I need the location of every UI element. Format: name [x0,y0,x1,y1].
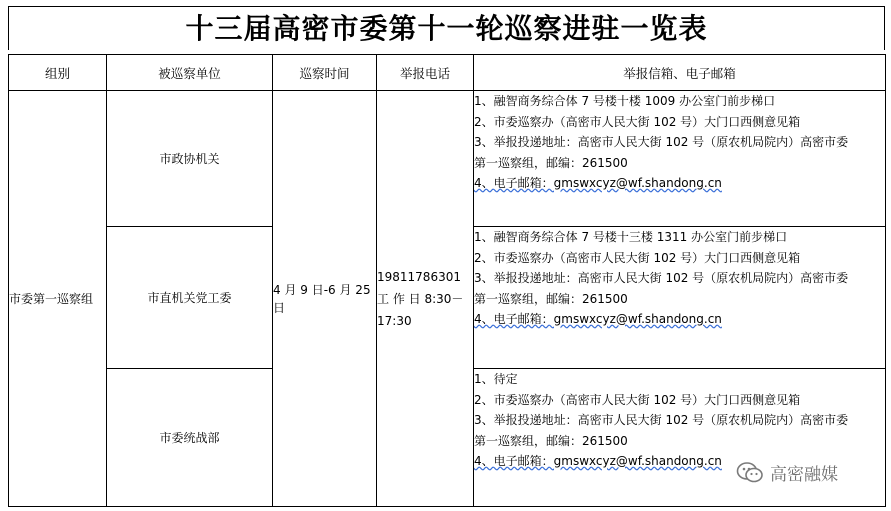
unit-cell: 市政协机关 [107,91,273,227]
mailbox-cell [474,91,886,227]
info-line: 2、市委巡察办（高密市人民大街 102 号）大门口西侧意见箱 [474,392,801,407]
mailbox-cell [474,227,886,369]
unit-cell: 市直机关党工委 [107,227,273,369]
info-line: 第一巡察组，邮编：261500 [474,291,628,306]
phone-cell [377,91,474,507]
table-row [9,91,886,227]
info-line: 2、市委巡察办（高密市人民大街 102 号）大门口西侧意见箱 [474,114,801,129]
header-group: 组别 [9,55,107,91]
document-title: 十三届高密市委第十一轮巡察进驻一览表 [8,6,885,50]
info-line: 2、市委巡察办（高密市人民大街 102 号）大门口西侧意见箱 [474,250,801,265]
info-line: 第一巡察组，邮编：261500 [474,155,628,170]
info-line: 第一巡察组，邮编：261500 [474,433,628,448]
header-unit: 被巡察单位 [107,55,273,91]
watermark-text: 高密融媒 [770,465,838,485]
period-cell: 4 月 9 日-6 月 25 日 [273,91,377,507]
wechat-icon [736,461,764,485]
phone-number: 19811786301 [377,269,461,284]
info-line: 3、举报投递地址：高密市人民大街 102 号（原农机局院内）高密市委 [474,271,849,285]
group-cell: 市委第一巡察组 [9,91,107,507]
watermark [732,458,842,487]
info-line: 1、融智商务综合体 7 号楼十楼 1009 办公室门前步梯口 [474,94,776,108]
info-line: 1、融智商务综合体 7 号楼十三楼 1311 办公室门前步梯口 [474,230,788,244]
info-line: 1、待定 [474,372,518,386]
email-line[interactable]: 4、电子邮箱：gmswxcyz@wf.shandong.cn [474,454,722,468]
info-line: 3、举报投递地址：高密市人民大街 102 号（原农机局院内）高密市委 [474,135,849,149]
info-line: 3、举报投递地址：高密市人民大街 102 号（原农机局院内）高密市委 [474,413,849,427]
phone-hours: 工 作 日 8:30－17:30 [377,291,464,328]
email-line[interactable]: 4、电子邮箱：gmswxcyz@wf.shandong.cn [474,176,722,190]
header-time: 巡察时间 [273,55,377,91]
table-header-row [9,55,886,91]
header-mailbox: 举报信箱、电子邮箱 [474,55,886,91]
unit-cell: 市委统战部 [107,369,273,507]
header-phone: 举报电话 [377,55,474,91]
inspection-table [8,54,886,507]
email-line[interactable]: 4、电子邮箱：gmswxcyz@wf.shandong.cn [474,312,722,326]
